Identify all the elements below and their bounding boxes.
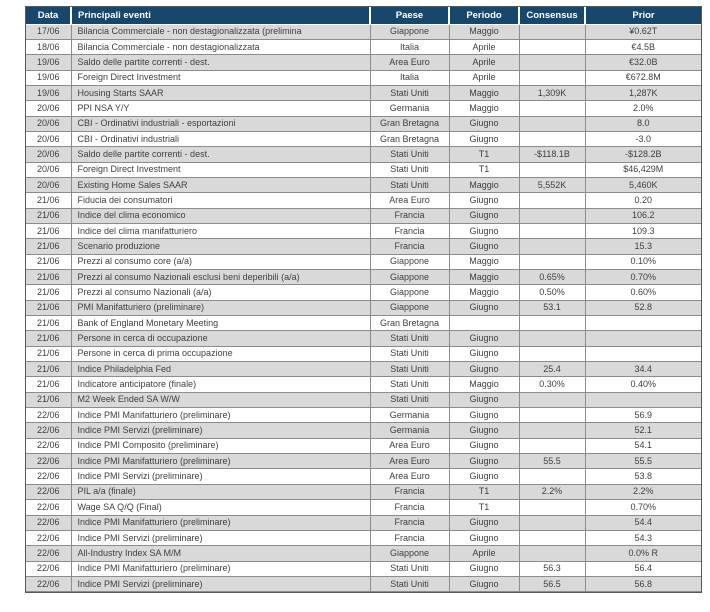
cell-date: 21/06	[26, 254, 71, 269]
cell-date: 21/06	[26, 223, 71, 238]
table-row	[26, 85, 701, 100]
cell-period: T1	[449, 147, 519, 162]
cell-period: Giugno	[449, 223, 519, 238]
cell-period: Giugno	[449, 561, 519, 576]
cell-prior: 0.70%	[585, 270, 701, 285]
cell-date: 19/06	[26, 70, 71, 85]
table-row	[26, 561, 701, 576]
cell-event: PIL a/a (finale)	[71, 484, 370, 499]
cell-prior: 0.40%	[585, 377, 701, 392]
cell-prior: 0.20	[585, 193, 701, 208]
table-row	[26, 316, 701, 331]
table-row	[26, 300, 701, 315]
table-row	[26, 530, 701, 545]
cell-event: Foreign Direct Investment	[71, 70, 370, 85]
cell-prior: $46,429M	[585, 162, 701, 177]
cell-consensus: 1,309K	[519, 85, 585, 100]
cell-consensus: 0.30%	[519, 377, 585, 392]
table-row	[26, 377, 701, 392]
cell-event: Indice PMI Servizi (preliminare)	[71, 530, 370, 545]
cell-event: CBI - Ordinativi industriali - esportazioni	[71, 116, 370, 131]
cell-period: Aprile	[449, 39, 519, 54]
cell-prior: 15.3	[585, 239, 701, 254]
table-row	[26, 24, 701, 39]
cell-country: Giappone	[370, 285, 449, 300]
economic-calendar	[25, 6, 702, 593]
cell-country: Stati Uniti	[370, 85, 449, 100]
cell-prior: 0.70%	[585, 500, 701, 515]
cell-country: Stati Uniti	[370, 377, 449, 392]
cell-consensus	[519, 101, 585, 116]
cell-period: Giugno	[449, 515, 519, 530]
cell-period: Giugno	[449, 392, 519, 407]
cell-country: Area Euro	[370, 469, 449, 484]
cell-date: 20/06	[26, 177, 71, 192]
cell-prior: 2.2%	[585, 484, 701, 499]
cell-consensus	[519, 254, 585, 269]
cell-consensus: 25.4	[519, 362, 585, 377]
cell-country: Stati Uniti	[370, 362, 449, 377]
cell-country: Giappone	[370, 254, 449, 269]
cell-period: Giugno	[449, 131, 519, 146]
cell-event: Housing Starts SAAR	[71, 85, 370, 100]
cell-period	[449, 316, 519, 331]
cell-date: 20/06	[26, 116, 71, 131]
cell-prior: 56.4	[585, 561, 701, 576]
cell-event: Prezzi al consumo core (a/a)	[71, 254, 370, 269]
cell-event: Indice PMI Manifatturiero (preliminare)	[71, 561, 370, 576]
cell-consensus: 0.65%	[519, 270, 585, 285]
cell-country: Giappone	[370, 24, 449, 39]
cell-date: 21/06	[26, 300, 71, 315]
cell-prior: €4.5B	[585, 39, 701, 54]
cell-event: Indice del clima manifatturiero	[71, 223, 370, 238]
cell-date: 22/06	[26, 423, 71, 438]
cell-country: Francia	[370, 515, 449, 530]
cell-prior: €32.0B	[585, 55, 701, 70]
cell-prior: 54.4	[585, 515, 701, 530]
cell-consensus: 5,552K	[519, 177, 585, 192]
cell-date: 21/06	[26, 270, 71, 285]
cell-event: Existing Home Sales SAAR	[71, 177, 370, 192]
cell-event: Fiducia dei consumatori	[71, 193, 370, 208]
cell-date: 17/06	[26, 24, 71, 39]
cell-consensus	[519, 346, 585, 361]
cell-consensus	[519, 392, 585, 407]
cell-period: Maggio	[449, 177, 519, 192]
cell-event: Indice PMI Servizi (preliminare)	[71, 469, 370, 484]
cell-prior: 53.8	[585, 469, 701, 484]
cell-country: Gran Bretagna	[370, 116, 449, 131]
cell-consensus	[519, 423, 585, 438]
cell-consensus	[519, 131, 585, 146]
cell-date: 18/06	[26, 39, 71, 54]
cell-consensus	[519, 208, 585, 223]
cell-period: Giugno	[449, 239, 519, 254]
cell-consensus: 55.5	[519, 454, 585, 469]
cell-date: 21/06	[26, 392, 71, 407]
cell-consensus: 56.5	[519, 576, 585, 591]
cell-country: Stati Uniti	[370, 392, 449, 407]
table-row	[26, 408, 701, 423]
table-row	[26, 285, 701, 300]
cell-date: 19/06	[26, 55, 71, 70]
cell-date: 22/06	[26, 408, 71, 423]
cell-country: Gran Bretagna	[370, 316, 449, 331]
cell-date: 22/06	[26, 546, 71, 561]
cell-consensus	[519, 70, 585, 85]
header-row	[26, 7, 701, 24]
cell-date: 21/06	[26, 377, 71, 392]
table-row	[26, 208, 701, 223]
column-header-event: Principali eventi	[71, 7, 370, 24]
cell-period: Giugno	[449, 116, 519, 131]
cell-period: Giugno	[449, 208, 519, 223]
cell-event: CBI - Ordinativi industriali	[71, 131, 370, 146]
cell-prior: 55.5	[585, 454, 701, 469]
cell-period: Giugno	[449, 408, 519, 423]
cell-country: Francia	[370, 239, 449, 254]
cell-country: Stati Uniti	[370, 177, 449, 192]
cell-country: Germania	[370, 408, 449, 423]
cell-date: 22/06	[26, 530, 71, 545]
table-row	[26, 331, 701, 346]
cell-date: 21/06	[26, 362, 71, 377]
cell-event: Prezzi al consumo Nazionali esclusi beni deperibili (a/a)	[71, 270, 370, 285]
table-header	[26, 7, 701, 24]
cell-date: 20/06	[26, 131, 71, 146]
cell-date: 21/06	[26, 239, 71, 254]
cell-period: Aprile	[449, 55, 519, 70]
cell-prior: 34.4	[585, 362, 701, 377]
cell-period: Maggio	[449, 101, 519, 116]
table-row	[26, 116, 701, 131]
cell-event: Saldo delle partite correnti - dest.	[71, 147, 370, 162]
cell-period: Maggio	[449, 254, 519, 269]
cell-prior: 0.0% R	[585, 546, 701, 561]
cell-prior: -3.0	[585, 131, 701, 146]
table-row	[26, 131, 701, 146]
cell-prior: 54.3	[585, 530, 701, 545]
cell-consensus	[519, 438, 585, 453]
column-header-country: Paese	[370, 7, 449, 24]
cell-period: Giugno	[449, 576, 519, 591]
table-body	[26, 24, 701, 592]
cell-event: Persone in cerca di occupazione	[71, 331, 370, 346]
cell-consensus: 2.2%	[519, 484, 585, 499]
table-row	[26, 147, 701, 162]
table-row	[26, 55, 701, 70]
cell-consensus: 56.3	[519, 561, 585, 576]
cell-period: Giugno	[449, 438, 519, 453]
cell-prior: 2.0%	[585, 101, 701, 116]
cell-event: Wage SA Q/Q (Final)	[71, 500, 370, 515]
table-row	[26, 576, 701, 591]
cell-event: Persone in cerca di prima occupazione	[71, 346, 370, 361]
cell-consensus	[519, 223, 585, 238]
cell-consensus	[519, 193, 585, 208]
cell-country: Giappone	[370, 270, 449, 285]
cell-period: Giugno	[449, 193, 519, 208]
cell-prior	[585, 316, 701, 331]
cell-date: 20/06	[26, 101, 71, 116]
cell-event: M2 Week Ended SA W/W	[71, 392, 370, 407]
cell-prior: 8.0	[585, 116, 701, 131]
cell-period: Giugno	[449, 331, 519, 346]
cell-country: Stati Uniti	[370, 147, 449, 162]
cell-consensus: 53.1	[519, 300, 585, 315]
cell-event: Indice del clima economico	[71, 208, 370, 223]
table-row	[26, 346, 701, 361]
cell-event: Saldo delle partite correnti - dest.	[71, 55, 370, 70]
cell-country: Stati Uniti	[370, 561, 449, 576]
cell-period: T1	[449, 500, 519, 515]
cell-consensus	[519, 408, 585, 423]
table-row	[26, 469, 701, 484]
cell-consensus: 0.50%	[519, 285, 585, 300]
cell-date: 22/06	[26, 500, 71, 515]
column-header-prior: Prior	[585, 7, 701, 24]
cell-event: PPI NSA Y/Y	[71, 101, 370, 116]
cell-date: 22/06	[26, 469, 71, 484]
table-row	[26, 254, 701, 269]
cell-period: Maggio	[449, 285, 519, 300]
cell-consensus: -$118.1B	[519, 147, 585, 162]
cell-event: Indice PMI Servizi (preliminare)	[71, 423, 370, 438]
cell-consensus	[519, 116, 585, 131]
cell-event: Indice PMI Manifatturiero (preliminare)	[71, 515, 370, 530]
cell-consensus	[519, 239, 585, 254]
cell-prior: 106.2	[585, 208, 701, 223]
cell-date: 22/06	[26, 561, 71, 576]
cell-date: 21/06	[26, 346, 71, 361]
cell-prior: 0.60%	[585, 285, 701, 300]
cell-prior: €672.8M	[585, 70, 701, 85]
cell-period: Maggio	[449, 24, 519, 39]
table-row	[26, 438, 701, 453]
cell-country: Germania	[370, 101, 449, 116]
table-row	[26, 193, 701, 208]
table-row	[26, 70, 701, 85]
cell-period: T1	[449, 484, 519, 499]
cell-prior: 109.3	[585, 223, 701, 238]
cell-prior: -$128.2B	[585, 147, 701, 162]
table-row	[26, 177, 701, 192]
cell-country: Stati Uniti	[370, 162, 449, 177]
cell-country: Stati Uniti	[370, 346, 449, 361]
cell-period: Giugno	[449, 423, 519, 438]
cell-consensus	[519, 530, 585, 545]
cell-prior: 0.10%	[585, 254, 701, 269]
table-row	[26, 223, 701, 238]
cell-consensus	[519, 316, 585, 331]
cell-prior: 56.9	[585, 408, 701, 423]
cell-date: 21/06	[26, 316, 71, 331]
table-row	[26, 270, 701, 285]
table-row	[26, 423, 701, 438]
cell-period: Maggio	[449, 270, 519, 285]
cell-period: Aprile	[449, 546, 519, 561]
cell-prior: 56.8	[585, 576, 701, 591]
cell-country: Area Euro	[370, 438, 449, 453]
cell-country: Francia	[370, 223, 449, 238]
cell-period: T1	[449, 162, 519, 177]
cell-country: Area Euro	[370, 454, 449, 469]
cell-event: Indice PMI Manifatturiero (preliminare)	[71, 408, 370, 423]
cell-consensus	[519, 331, 585, 346]
cell-country: Area Euro	[370, 55, 449, 70]
cell-period: Giugno	[449, 346, 519, 361]
cell-period: Giugno	[449, 300, 519, 315]
cell-country: Francia	[370, 208, 449, 223]
cell-event: Indice PMI Manifatturiero (preliminare)	[71, 454, 370, 469]
cell-consensus	[519, 162, 585, 177]
cell-date: 21/06	[26, 208, 71, 223]
cell-prior	[585, 346, 701, 361]
cell-consensus	[519, 515, 585, 530]
cell-country: Stati Uniti	[370, 576, 449, 591]
cell-country: Giappone	[370, 546, 449, 561]
cell-prior: 5,460K	[585, 177, 701, 192]
economic-calendar-table	[26, 7, 701, 592]
cell-country: Giappone	[370, 300, 449, 315]
table-row	[26, 484, 701, 499]
cell-consensus	[519, 24, 585, 39]
table-row	[26, 162, 701, 177]
cell-prior: 52.8	[585, 300, 701, 315]
cell-date: 22/06	[26, 484, 71, 499]
column-header-period: Periodo	[449, 7, 519, 24]
cell-event: Scenario produzione	[71, 239, 370, 254]
cell-prior: 54.1	[585, 438, 701, 453]
cell-event: Prezzi al consumo Nazionali (a/a)	[71, 285, 370, 300]
cell-event: Bank of England Monetary Meeting	[71, 316, 370, 331]
table-row	[26, 362, 701, 377]
cell-event: Bilancia Commerciale - non destagionalizzata	[71, 39, 370, 54]
cell-consensus	[519, 546, 585, 561]
cell-date: 22/06	[26, 454, 71, 469]
cell-event: Indice Philadelphia Fed	[71, 362, 370, 377]
cell-period: Maggio	[449, 85, 519, 100]
table-row	[26, 239, 701, 254]
cell-consensus	[519, 39, 585, 54]
table-row	[26, 515, 701, 530]
cell-country: Area Euro	[370, 193, 449, 208]
cell-period: Aprile	[449, 70, 519, 85]
cell-date: 21/06	[26, 331, 71, 346]
cell-prior: 1,287K	[585, 85, 701, 100]
cell-date: 22/06	[26, 438, 71, 453]
cell-country: Italia	[370, 39, 449, 54]
cell-prior: ¥0.62T	[585, 24, 701, 39]
cell-date: 20/06	[26, 147, 71, 162]
cell-country: Francia	[370, 500, 449, 515]
table-row	[26, 392, 701, 407]
cell-country: Italia	[370, 70, 449, 85]
table-row	[26, 454, 701, 469]
table-row	[26, 500, 701, 515]
cell-event: Indice PMI Composito (preliminare)	[71, 438, 370, 453]
cell-country: Germania	[370, 423, 449, 438]
cell-event: PMI Manifatturiero (preliminare)	[71, 300, 370, 315]
cell-event: Indice PMI Servizi (preliminare)	[71, 576, 370, 591]
cell-period: Maggio	[449, 377, 519, 392]
cell-event: Foreign Direct Investment	[71, 162, 370, 177]
cell-event: Indicatore anticipatore (finale)	[71, 377, 370, 392]
table-row	[26, 101, 701, 116]
column-header-date: Data	[26, 7, 71, 24]
cell-date: 21/06	[26, 285, 71, 300]
cell-date: 20/06	[26, 162, 71, 177]
cell-consensus	[519, 55, 585, 70]
cell-period: Giugno	[449, 362, 519, 377]
cell-date: 22/06	[26, 576, 71, 591]
cell-consensus	[519, 469, 585, 484]
table-row	[26, 39, 701, 54]
cell-country: Francia	[370, 484, 449, 499]
cell-period: Giugno	[449, 469, 519, 484]
cell-period: Giugno	[449, 530, 519, 545]
cell-country: Francia	[370, 530, 449, 545]
cell-country: Stati Uniti	[370, 331, 449, 346]
column-header-consensus: Consensus	[519, 7, 585, 24]
cell-consensus	[519, 500, 585, 515]
cell-country: Gran Bretagna	[370, 131, 449, 146]
cell-date: 19/06	[26, 85, 71, 100]
cell-prior	[585, 392, 701, 407]
cell-prior: 52.1	[585, 423, 701, 438]
cell-prior	[585, 331, 701, 346]
cell-date: 21/06	[26, 193, 71, 208]
cell-period: Giugno	[449, 454, 519, 469]
cell-event: Bilancia Commerciale - non destagionalizzata (prelimina	[71, 24, 370, 39]
table-row	[26, 546, 701, 561]
cell-event: All-Industry Index SA M/M	[71, 546, 370, 561]
cell-date: 22/06	[26, 515, 71, 530]
